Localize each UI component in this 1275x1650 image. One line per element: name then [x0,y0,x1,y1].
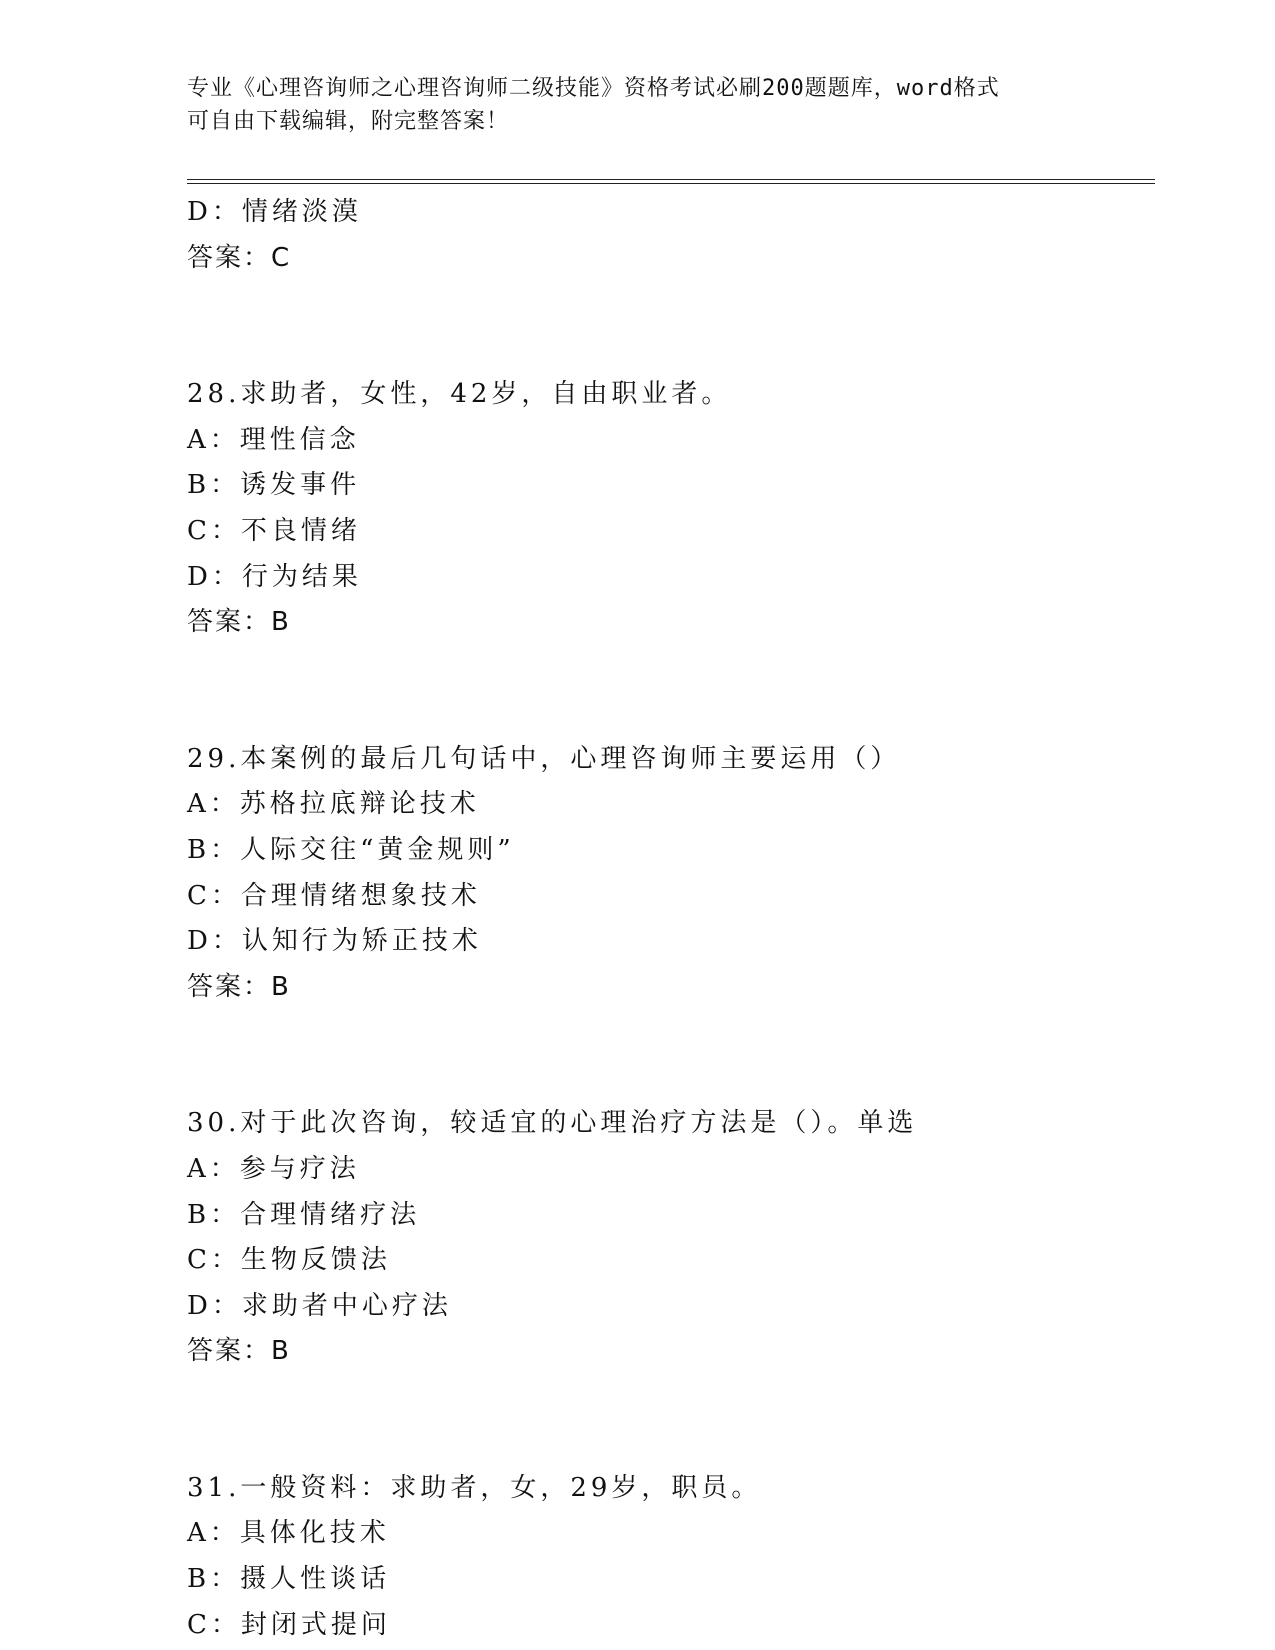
spacer [187,1375,1155,1466]
option-a: A：苏格拉底辩论技术 [187,789,480,820]
header-divider-top [187,179,1155,180]
header-divider-bottom [187,183,1155,184]
spacer [187,1010,1155,1101]
option-c: C：生物反馈法 [187,1245,391,1276]
spacer [187,646,1155,737]
answer-line: 答案：B [187,1336,291,1367]
spacer [187,281,1155,372]
header-line-2: 可自由下载编辑，附完整答案！ [187,109,510,134]
option-b: B：摄人性谈话 [187,1564,391,1595]
question-block-30 [187,1101,1155,1375]
question-block-31 [187,1466,1155,1648]
option-d: D：认知行为矫正技术 [187,926,482,957]
question-block-28 [187,372,1155,646]
option-d: D：求助者中心疗法 [187,1290,452,1321]
option-b: B：诱发事件 [187,470,361,501]
option-b: B：人际交往“黄金规则” [187,834,515,865]
option-b: B：合理情绪疗法 [187,1199,421,1230]
question-list [187,190,1155,1648]
answer-line: 答案：C [187,242,292,273]
question-block-prev [187,190,1155,281]
option-a: A：参与疗法 [187,1153,360,1184]
answer-line: 答案：B [187,607,291,638]
option-d: D：行为结果 [187,561,362,592]
option-a: A：理性信念 [187,424,360,455]
header-line-1: 专业《心理咨询师之心理咨询师二级技能》资格考试必刷200题题库，word格式 [187,76,1000,101]
question-stem: 29.本案例的最后几句话中，心理咨询师主要运用（） [187,743,901,774]
option-c: C：不良情绪 [187,515,361,546]
option-c: C：封闭式提问 [187,1609,391,1640]
question-stem: 30.对于此次咨询，较适宜的心理治疗方法是（）。单选 [187,1108,918,1139]
option-c: C：合理情绪想象技术 [187,880,481,911]
question-stem: 28.求助者，女性，42岁，自由职业者。 [187,379,732,410]
question-block-29 [187,737,1155,1011]
option-d: D：情绪淡漠 [187,197,362,227]
answer-line: 答案：B [187,971,291,1002]
option-a: A：具体化技术 [187,1518,390,1549]
page-header [187,72,1087,138]
question-stem: 31.一般资料：求助者，女，29岁，职员。 [187,1472,762,1503]
